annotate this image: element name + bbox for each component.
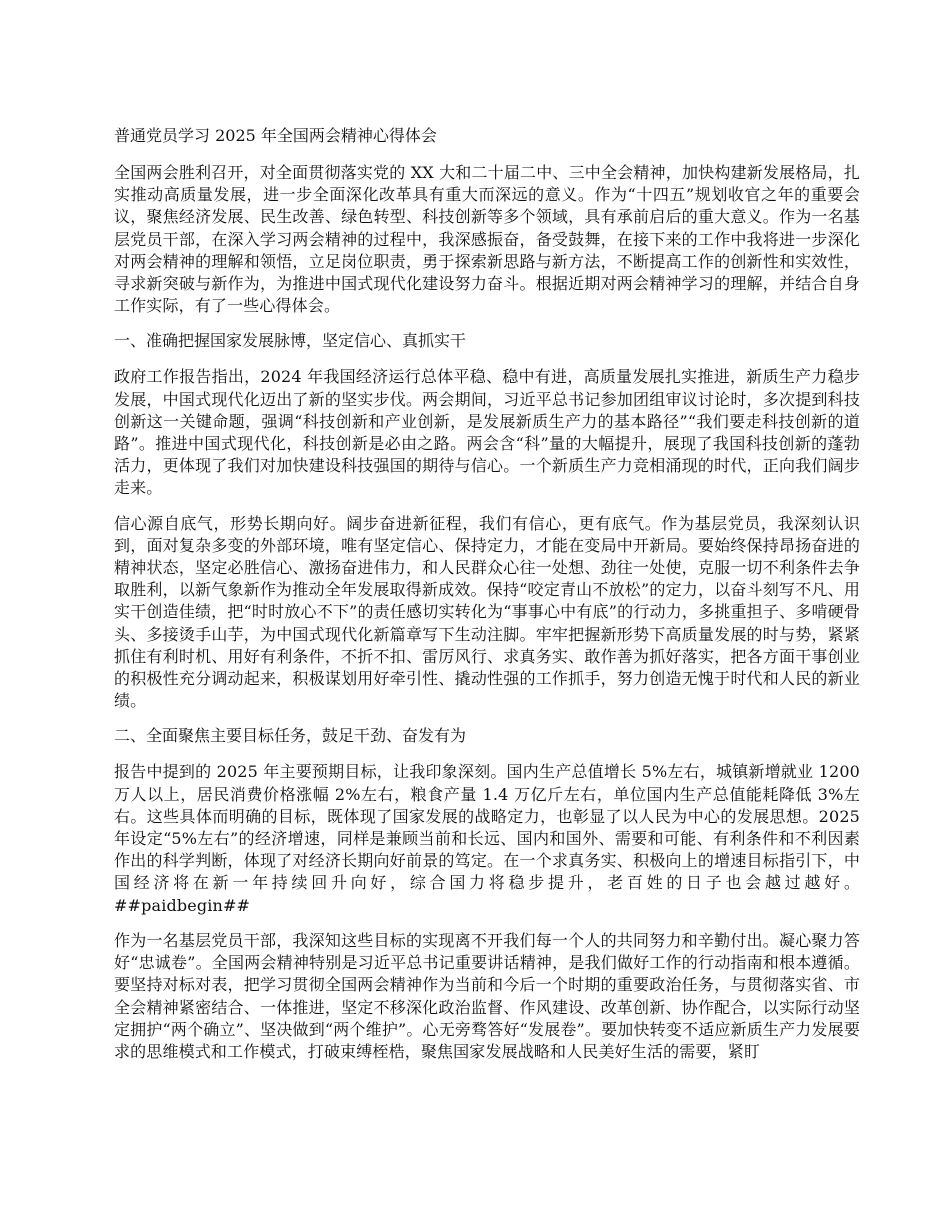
section-heading-1: 一、准确把握国家发展脉博，坚定信心、真抓实干 <box>114 331 467 351</box>
section-heading-2: 二、全面聚焦主要目标任务，鼓足干劲、奋发有为 <box>114 726 467 746</box>
section-1-paragraph-2: 信心源自底气，形势长期向好。阔步奋进新征程，我们有信心，更有底气。作为基层党员，我深刻认识到，面对复杂多变的外部环境，唯有坚定信心、保持定力，才能在变局中开新局。要始终保持昂扬奋进的精神状态，坚定必胜信心、激扬奋进伟力，和人民群众心往一处想、劲往一处使，克服一切不利条件去争取胜利，以新气象新作为推动全年发展取得新成效。保持“咬定青山不放松”的定力，以奋斗刻写不凡、用实干创造佳绩，把“时时放心不下”的责任感切实转化为“事事心中有底”的行动力，多挑重担子、多啃硬骨头、多接烫手山芋，为中国式现代化新篇章写下生动注脚。牢牢把握新形势下高质量发展的时与势，紧紧抓住有利时机、用好有利条件，不折不扣、雷厉风行、求真务实、敢作善为抓好落实，把各方面干事创业的积极性充分调动起来，积极谋划用好牵引性、撬动性强的工作抓手，努力创造无愧于时代和人民的新业绩。 <box>114 513 860 711</box>
intro-paragraph: 全国两会胜利召开，对全面贯彻落实党的 XX 大和二十届二中、三中全会精神，加快构建新发展格局，扎实推动高质量发展，进一步全面深化改革具有重大而深远的意义。作为“十四五”规划收官之年的重要会议，聚焦经济发展、民生改善、绿色转型、科技创新等多个领域，具有承前启后的重大意义。作为一名基层党员干部，在深入学习两会精神的过程中，我深感振奋，备受鼓舞，在接下来的工作中我将进一步深化对两会精神的理解和领悟，立足岗位职责，勇于探索新思路与新方法，不断提高工作的创新性和实效性，寻求新突破与新作为，为推进中国式现代化建设努力奋斗。根据近期对两会精神学习的理解，并结合自身工作实际，有了一些心得体会。 <box>114 163 860 316</box>
section-2-paragraph-1: 报告中提到的 2025 年主要预期目标，让我印象深刻。国内生产总值增长 5%左右，城镇新增就业 1200 万人以上，居民消费价格涨幅 2%左右，粮食产量 1.4 万亿斤左右，单位国内生产总值能耗降低 3%左右。这些具体而明确的目标，既体现了国家发展的战略定力，也彰显了以人民为中心的发展思想。2025 年设定“5%左右”的经济增速，同样是兼顾当前和长远、国内和国外、需要和可能、有利条件和不利因素作出的科学判断，体现了对经济长期向好前景的笃定。在一个求真务实、积极向上的增速目标指引下，中国经济将在新一年持续回升向好，综合国力将稳步提升，老百姓的日子也会越过越好。##paidbegin## <box>114 762 860 915</box>
section-2-paragraph-2: 作为一名基层党员干部，我深知这些目标的实现离不开我们每一个人的共同努力和辛勤付出。凝心聚力答好“忠诚卷”。全国两会精神特别是习近平总书记重要讲话精神，是我们做好工作的行动指南和根本遵循。要坚持对标对表，把学习贯彻全国两会精神作为当前和今后一个时期的重要政治任务，与贯彻落实省、市全会精神紧密结合、一体推进，坚定不移深化政治监督、作风建设、改革创新、协作配合，以实际行动坚定拥护“两个确立”、坚决做到“两个维护”。心无旁骛答好“发展卷”。要加快转变不适应新质生产力发展要求的思维模式和工作模式，打破束缚桎梏，聚焦国家发展战略和人民美好生活的需要，紧盯 <box>114 930 860 1061</box>
document-title: 普通党员学习 2025 年全国两会精神心得体会 <box>114 126 437 145</box>
section-1-paragraph-1: 政府工作报告指出，2024 年我国经济运行总体平稳、稳中有进，高质量发展扎实推进，新质生产力稳步发展，中国式现代化迈出了新的坚实步伐。两会期间，习近平总书记参加团组审议讨论时，多次提到科技创新这一关键命题，强调“科技创新和产业创新，是发展新质生产力的基本路径”“我们要走科技创新的道路”。推进中国式现代化，科技创新是必由之路。两会含“科”量的大幅提升，展现了我国科技创新的蓬勃活力，更体现了我们对加快建设科技强国的期待与信心。一个新质生产力竞相涌现的时代，正向我们阔步走来。 <box>114 367 860 498</box>
document-page <box>114 124 860 1076</box>
